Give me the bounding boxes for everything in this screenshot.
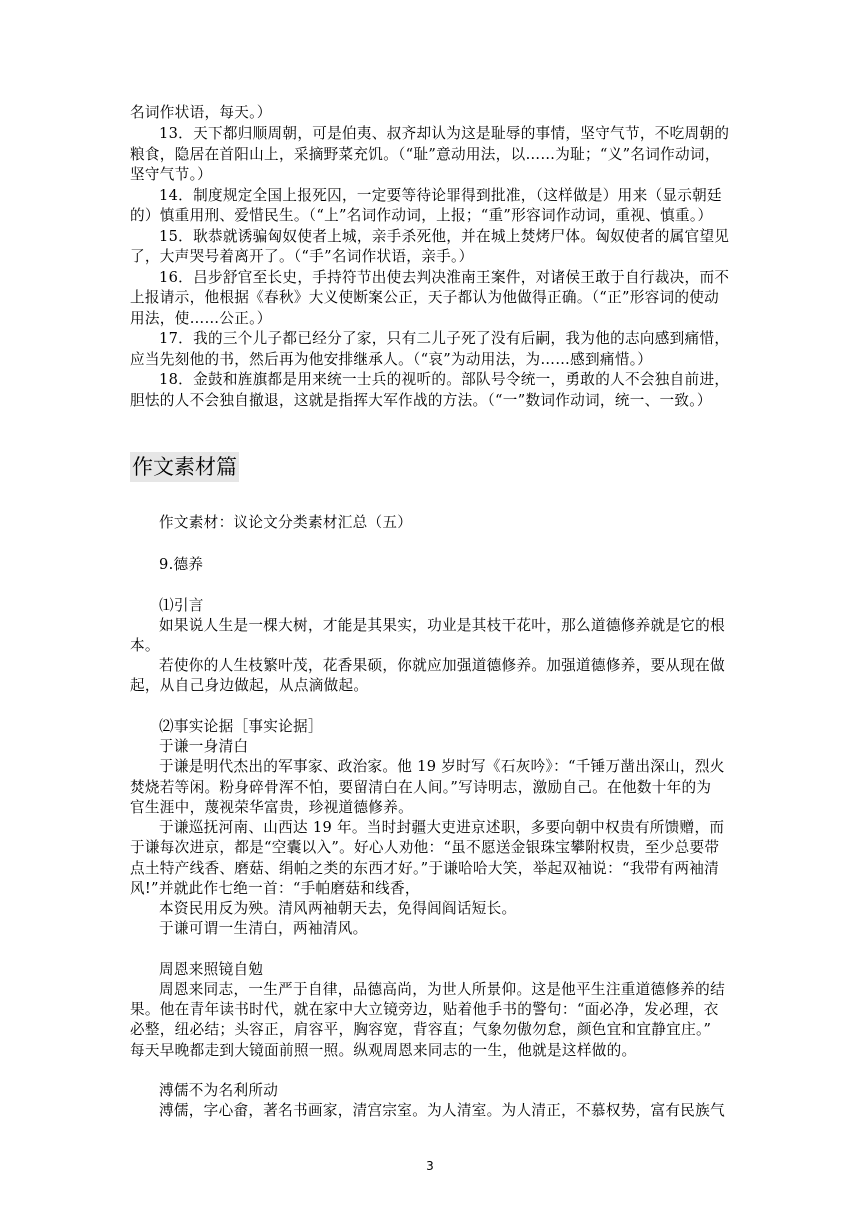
text-line: 风!”并就此作七绝一首：“手帕磨菇和线香， (130, 880, 420, 897)
text-line: 必整，纽必结；头容正，肩容平，胸容宽，背容直；气象勿傲勿怠，颜色宜和宜静宜庄。” (130, 1021, 712, 1038)
text-line: 16．吕步舒官至长史，手持符节出使去判决淮南王案件，对诸侯王敢于自行裁决，而不 (159, 269, 730, 286)
text-line: 胆怯的人不会独自撤退，这就是指挥大军作战的方法。（“一”数词作动词，统一、一致。） (130, 392, 712, 409)
text-line: 应当先刻他的书，然后再为他安排继承人。（“哀”为动用法，为……感到痛惜。） (130, 351, 653, 368)
section-heading: 作文素材篇 (130, 452, 239, 482)
text-line: 17．我的三个儿子都已经分了家，只有二儿子死了没有后嗣，我为他的志向感到痛惜， (159, 330, 730, 347)
text-line: 本资民用反为殃。清风两袖朝天去，免得闾阎话短长。 (159, 900, 517, 917)
topic-heading: 9.德养 (159, 556, 204, 573)
text-line: 周恩来同志，一生严于自律，品德高尚，为世人所景仰。这是他平生注重道德修养的结 (159, 981, 725, 998)
text-line: 于谦可谓一生清白，两袖清风。 (159, 920, 368, 937)
page-number: 3 (426, 1159, 434, 1173)
text-line: 溥儒，字心畲，著名书画家，清宫宗室。为人清室。为人清正，不慕权势，富有民族气 (159, 1102, 725, 1119)
text-line: 用法，使……公正。） (130, 310, 272, 327)
story-title: 于谦一身清白 (159, 738, 249, 755)
subheading: ⑵事实论据［事实论据］ (159, 718, 323, 735)
story-title: 周恩来照镜自勉 (159, 961, 264, 978)
text-line: 如果说人生是一棵大树，才能是其果实，功业是其枝干花叶，那么道德修养就是它的根 (159, 617, 725, 634)
text-line: 的）慎重用刑、爱惜民生。（“上”名词作动词，上报；“重”形容词作动词，重视、慎重。） (130, 207, 713, 224)
text-line: 13．天下都归顺周朝，可是伯夷、叔齐却认为这是耻辱的事情，坚守气节，不吃周朝的 (159, 125, 730, 142)
text-line: 每天早晚都走到大镜面前照一照。纵观周恩来同志的一生，他就是这样做的。 (130, 1042, 637, 1059)
text-line: 18．金鼓和旌旗都是用来统一士兵的视听的。部队号令统一，勇敢的人不会独自前进， (159, 371, 730, 388)
subtitle: 作文素材：议论文分类素材汇总（五） (159, 514, 413, 531)
subheading: ⑴引言 (159, 597, 204, 614)
text-line: 起，从自己身边做起，从点滴做起。 (130, 677, 369, 694)
story-title: 溥儒不为名利所动 (159, 1082, 279, 1099)
text-line: 焚烧若等闲。粉身碎骨浑不怕，要留清白在人间。”写诗明志，激励自己。在他数十年的为 (130, 779, 712, 796)
text-line: 坚守气节。） (130, 166, 213, 183)
text-line: 14．制度规定全国上报死囚，一定要等待论罪得到批准，（这样做是）用来（显示朝廷 (159, 187, 722, 204)
text-line: 了，大声哭号着离开了。（“手”名词作状语，亲手。） (130, 248, 474, 265)
text-line: 果。他在青年读书时代，就在家中大立镜旁边，贴着他手书的警句：“面必净，发必理，衣 (130, 1001, 719, 1018)
text-line: 于谦每次进京，都是“空囊以入”。好心人劝他：“虽不愿送金银珠宝攀附权贵，至少总要带 (130, 839, 720, 856)
text-line: 官生涯中，蔑视荣华富贵，珍视道德修养。 (130, 799, 413, 816)
text-line: 15．耿恭就诱骗匈奴使者上城，亲手杀死他，并在城上焚烤尸体。匈奴使者的属官望见 (159, 228, 730, 245)
text-line: 于谦是明代杰出的军事家、政治家。他 19 岁时写《石灰吟》：“千锤万凿出深山，烈火 (159, 758, 725, 775)
text-line: 点土特产线香、磨菇、绢帕之类的东西才好。”于谦哈哈大笑，举起双袖说：“我带有两袖清 (130, 860, 720, 877)
text-line: 上报请示，他根据《春秋》大义使断案公正，天子都认为他做得正确。（“正”形容词的使动 (130, 289, 720, 306)
text-line: 名词作状语，每天。） (130, 104, 272, 121)
text-line: 若使你的人生枝繁叶茂，花香果硕，你就应加强道德修养。加强道德修养，要从现在做 (159, 657, 725, 674)
text-line: 粮食，隐居在首阳山上，采摘野菜充饥。（“耻”意动用法，以……为耻；“义”名词作动词， (130, 146, 720, 163)
text-line: 本。 (130, 637, 160, 654)
text-line: 于谦巡抚河南、山西达 19 年。当时封疆大吏进京述职，多要向朝中权贵有所馈赠，而 (159, 819, 725, 836)
